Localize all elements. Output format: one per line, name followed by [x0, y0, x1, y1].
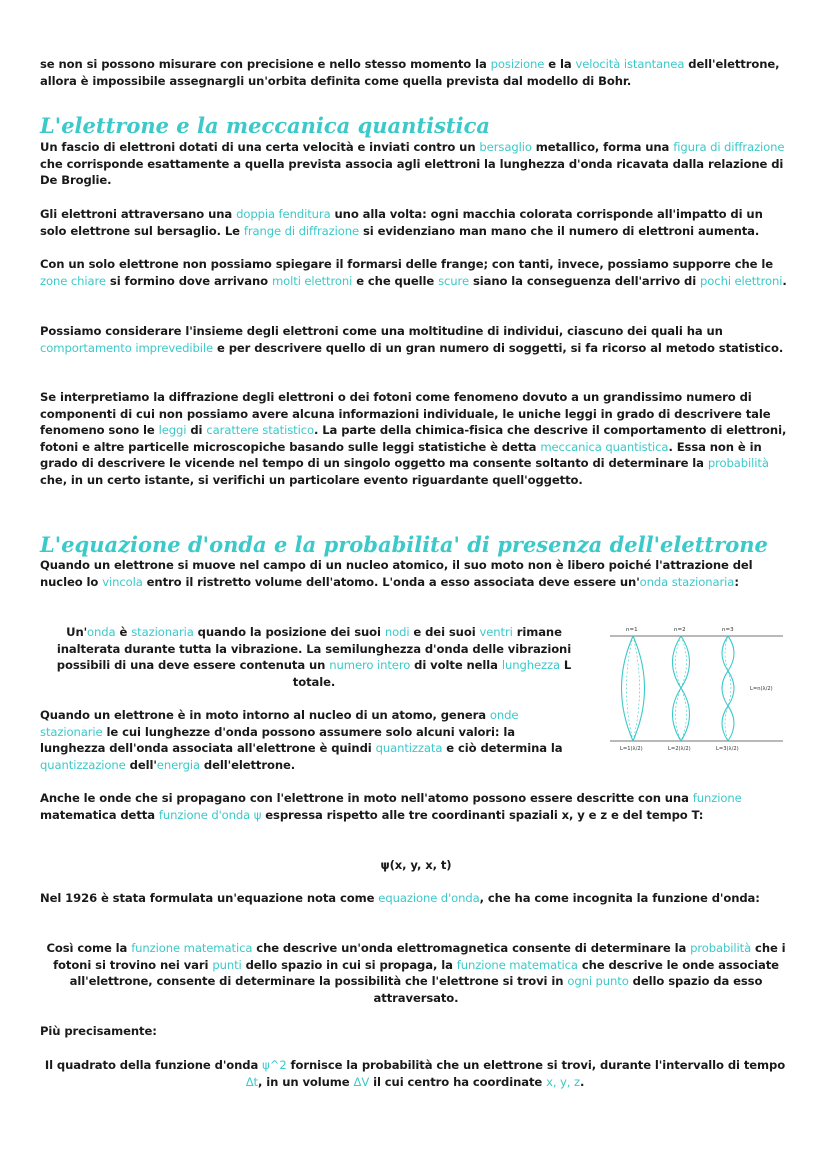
- label-L2: L=2(λ/2): [668, 746, 691, 752]
- highlight-term: numero intero: [329, 658, 411, 673]
- text-run: e la: [544, 57, 576, 71]
- heading-meccanica-quantistica: L'elettrone e la meccanica quantistica: [40, 113, 490, 138]
- text-run: uno alla volta: ogni macchia colorata corrisponde all'impatto di un solo elettrone sul bersaglio. Le: [40, 207, 763, 238]
- text-run: rimane inalterata durante tutta la vibrazione. La semilunghezza d'onda delle vibrazioni possibili di una deve essere contenuta un: [56, 625, 572, 673]
- label-n2: n=2: [674, 627, 686, 633]
- highlight-term: onda: [87, 625, 116, 639]
- text-run: Quando un elettrone è in moto intorno al nucleo di un atomo, genera: [40, 708, 490, 722]
- paragraph-leggi-statistiche: [40, 389, 792, 489]
- wave-n3: [722, 636, 734, 741]
- text-run: ψ(x, y, x, t): [380, 858, 452, 872]
- highlight-term: leggi: [158, 423, 187, 438]
- text-run: dello spazio in cui si propaga, la: [241, 957, 457, 972]
- text-run: si evidenziano man mano che il numero di elettroni aumenta.: [359, 223, 760, 238]
- paragraph-doppia-fenditura: [40, 206, 792, 239]
- highlight-term: lunghezza: [501, 658, 560, 673]
- text-run: fornisce la probabilità che un elettrone si trovi, durante l'intervallo di tempo: [286, 1058, 786, 1072]
- text-run: e dei suoi: [409, 625, 480, 639]
- text-run: Nel 1926 è stata formulata un'equazione nota come: [40, 891, 379, 905]
- label-L1: L=1(λ/2): [620, 746, 643, 752]
- highlight-term: velocità istantanea: [575, 57, 685, 71]
- highlight-term: ventri: [479, 625, 513, 639]
- text-run: Così come la: [46, 941, 132, 955]
- text-run: Più precisamente:: [40, 1024, 157, 1038]
- highlight-term: ogni punto: [567, 974, 629, 989]
- text-run: Possiamo considerare l'insieme degli elettroni come una moltitudine di individui, ciascuno dei quali ha un: [40, 324, 723, 338]
- text-run: che corrisponde esattamente a quella prevista associa agli elettroni la lunghezza d'onda ricavata dalla relazione di De Broglie.: [40, 156, 784, 188]
- text-run: dell'elettrone.: [199, 757, 296, 772]
- text-run: espressa rispetto alle tre coordinanti spaziali x, y e z e del tempo T:: [261, 807, 704, 822]
- text-run: matematica detta: [40, 807, 159, 822]
- text-run: Con un solo elettrone non possiamo spiegare il formarsi delle frange; con tanti, invece, possiamo supporre che le: [40, 257, 774, 271]
- highlight-term: bersaglio: [479, 140, 532, 154]
- text-run: dello spazio da esso attraversato.: [373, 974, 763, 1005]
- figure-top-labels: [626, 627, 734, 633]
- paragraph-equazione-1926: [40, 890, 792, 907]
- text-run: è: [115, 625, 132, 639]
- text-run: se non si possono misurare con precisione e nello stesso momento la: [40, 57, 491, 71]
- paragraph-piu-precisamente: [40, 1023, 792, 1040]
- highlight-term: funzione matematica: [131, 941, 253, 955]
- highlight-term: ΔV: [353, 1074, 370, 1089]
- text-run: Gli elettroni attraversano una: [40, 207, 237, 221]
- highlight-term: nodi: [384, 625, 410, 639]
- label-n3: n=3: [722, 627, 734, 633]
- paragraph-probabilita-psi2: [42, 1057, 788, 1090]
- text-run: . La parte della chimica-fisica che descrive il comportamento di elettroni, fotoni e altre particelle microscopiche basando sulle leggi statistiche è detta: [40, 423, 787, 454]
- text-run: :: [734, 574, 739, 589]
- highlight-term: funzione d'onda ψ: [158, 807, 262, 822]
- highlight-term: stazionaria: [131, 625, 194, 639]
- text-run: , in un volume: [258, 1074, 354, 1089]
- heading-equazione-onda: L'equazione d'onda e la probabilita' di presenza dell'elettrone: [40, 532, 768, 557]
- highlight-term: vincola: [102, 574, 143, 589]
- paragraph-moto-vincolato: [40, 557, 792, 590]
- text-run: quando la posizione dei suoi: [193, 625, 385, 639]
- highlight-term: funzione matematica: [456, 957, 578, 972]
- label-L3: L=3(λ/2): [716, 746, 739, 752]
- label-Ln: L=n(λ/2): [750, 686, 773, 692]
- formula-psi: [40, 857, 792, 874]
- paragraph-intro: [40, 56, 792, 89]
- highlight-term: pochi elettroni: [700, 273, 783, 288]
- text-run: Quando un elettrone si muove nel campo di un nucleo atomico, il suo moto non è libero poiché l'attrazione del nucleo lo: [40, 558, 753, 589]
- paragraph-fascio-elettroni: [40, 139, 792, 189]
- highlight-term: probabilità: [707, 456, 769, 471]
- highlight-term: doppia fenditura: [236, 207, 331, 221]
- text-run: e che quelle: [352, 273, 439, 288]
- text-run: si formino dove arrivano: [105, 273, 272, 288]
- text-run: L totale.: [292, 658, 572, 689]
- text-run: siano la conseguenza dell'arrivo di: [469, 273, 701, 288]
- text-run: .: [579, 1074, 585, 1089]
- highlight-term: scure: [438, 273, 470, 288]
- highlight-term: carattere statistico: [206, 423, 315, 438]
- text-run: di volte nella: [410, 658, 502, 673]
- highlight-term: quantizzata: [375, 741, 443, 756]
- highlight-term: probabilità: [690, 941, 752, 955]
- highlight-term: onda stazionaria: [639, 574, 735, 589]
- wave-n2: [673, 636, 690, 741]
- text-run: che descrive le onde associate all'elettrone, consente di determinare la possibilità che l'elettrone si trovi in: [69, 957, 779, 989]
- paragraph-funzione-onda: [40, 790, 792, 823]
- text-run: Anche le onde che si propagano con l'elettrone in moto nell'atomo possono essere descritte con una: [40, 791, 693, 805]
- highlight-term: funzione: [692, 791, 742, 805]
- highlight-term: ψ^2: [262, 1058, 287, 1072]
- text-run: , che ha come incognita la funzione d'onda:: [479, 891, 760, 905]
- label-n1: n=1: [626, 627, 638, 633]
- text-run: .: [782, 273, 787, 288]
- text-run: che, in un certo istante, si verifichi un particolare evento riguardante quell'oggetto.: [40, 472, 583, 487]
- text-run: . Essa non è in grado di descrivere le vicende nel tempo di un singolo oggetto ma consente soltanto di determinare la: [40, 439, 762, 471]
- highlight-term: energia: [156, 757, 200, 772]
- text-run: che descrive un'onda elettromagnetica consente di determinare la: [252, 941, 691, 955]
- paragraph-onda-stazionaria: [48, 624, 580, 690]
- text-run: Se interpretiamo la diffrazione degli elettroni o dei fotoni come fenomeno dovuto a un grandissimo numero di componenti di cui non possiamo avere alcuna informazioni individuale, le uniche leggi in grado di descrivere tale fenomeno sono le: [40, 390, 771, 438]
- text-run: dell': [125, 757, 157, 772]
- highlight-term: meccanica quantistica: [540, 439, 669, 454]
- text-run: il cui centro ha coordinate: [369, 1074, 547, 1089]
- text-run: di: [186, 423, 207, 438]
- highlight-term: equazione d'onda: [378, 891, 480, 905]
- text-run: Il quadrato della funzione d'onda: [44, 1058, 263, 1072]
- highlight-term: quantizzazione: [40, 757, 126, 772]
- figure-bottom-labels: [620, 686, 773, 752]
- standing-waves-figure: [600, 622, 790, 752]
- text-run: e per descrivere quello di un gran numero di soggetti, si fa ricorso al metodo statistico.: [213, 340, 784, 355]
- highlight-term: x, y, z: [546, 1074, 580, 1089]
- text-run: metallico, forma una: [531, 140, 674, 154]
- highlight-term: zone chiare: [40, 273, 106, 288]
- highlight-term: molti elettroni: [271, 273, 353, 288]
- highlight-term: Δt: [245, 1074, 258, 1089]
- text-run: dell'elettrone, allora è impossibile assegnargli un'orbita definita come quella prevista dal modello di Bohr.: [40, 57, 780, 88]
- text-run: entro il ristretto volume dell'atomo. L'onda a esso associata deve essere un': [142, 574, 640, 589]
- highlight-term: posizione: [490, 57, 545, 71]
- paragraph-onde-quantizzate: [40, 707, 580, 773]
- paragraph-analogia-em: [46, 940, 786, 1006]
- paragraph-comportamento: [40, 323, 792, 356]
- highlight-term: comportamento imprevedibile: [40, 340, 214, 355]
- text-run: Un fascio di elettroni dotati di una certa velocità e inviati contro un: [40, 140, 480, 154]
- highlight-term: onde stazionarie: [40, 708, 519, 739]
- paragraph-frange: [40, 256, 792, 289]
- text-run: che i fotoni si trovino nei vari: [53, 941, 786, 972]
- text-run: Un': [66, 625, 88, 639]
- highlight-term: figura di diffrazione: [673, 140, 785, 154]
- highlight-term: punti: [212, 957, 242, 972]
- text-run: le cui lunghezze d'onda possono assumere solo alcuni valori: la lunghezza dell'onda associata all'elettrone è quindi: [40, 724, 515, 756]
- wave-n1: [622, 636, 645, 741]
- text-run: e ciò determina la: [442, 741, 563, 756]
- highlight-term: frange di diffrazione: [243, 223, 360, 238]
